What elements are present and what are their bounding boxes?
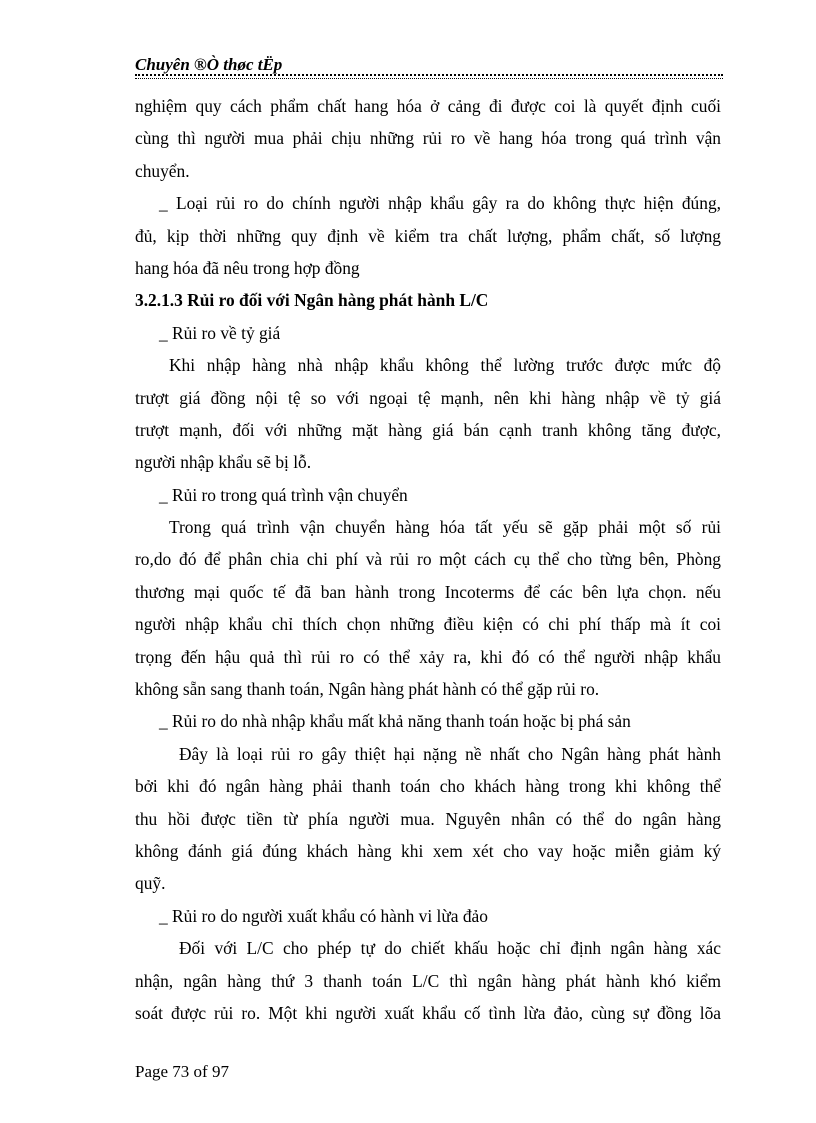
header-rule-secondary — [135, 78, 723, 79]
text-line: không sẵn sang thanh toán, Ngân hàng phát hành có thể gặp rủi ro. — [135, 679, 600, 700]
text-line: nghiệm quy cách phẩm chất hang hóa ở cảng đi được coi là quyết định cuối — [135, 96, 721, 116]
text-line: trượt mạnh, đối với những mặt hàng giá bán cạnh tranh không tăng được, — [135, 419, 721, 440]
text-line: _ Loại rủi ro do chính người nhập khẩu gây ra do không thực hiện đúng, — [159, 193, 721, 214]
text-line: Đây là loại rủi ro gây thiệt hại nặng nề nhất cho Ngân hàng phát hành — [179, 743, 721, 764]
text-line: trượt giá đồng nội tệ so với ngoại tệ mạnh, nên khi hàng nhập về tỷ giá — [135, 387, 721, 408]
text-line: thu hồi được tiền từ phía người mua. Nguyên nhân có thể do ngân hàng — [135, 808, 721, 829]
header-title: Chuyên ®Ò thøc tËp — [135, 55, 283, 74]
text-line: đủ, kịp thời những quy định về kiểm tra chất lượng, phẩm chất, số lượng — [135, 225, 721, 246]
page-number-footer: Page 73 of 97 — [135, 1062, 229, 1081]
subheading: _ Rủi ro do nhà nhập khẩu mất khả năng thanh toán hoặc bị phá sản — [159, 711, 631, 732]
text-line: người nhập khẩu sẽ bị lỗ. — [135, 452, 312, 473]
text-line: soát được rủi ro. Một khi người xuất khẩu cố tình lừa đảo, cùng sự đồng lõa — [135, 1002, 721, 1023]
text-line: người nhập khẩu chỉ thích chọn những điều kiện có chi phí thấp mà ít coi — [135, 614, 721, 635]
subheading: _ Rủi ro do người xuất khẩu có hành vi lừa đảo — [159, 905, 488, 926]
header-rule — [135, 74, 723, 76]
running-header — [135, 53, 723, 79]
text-line: Trong quá trình vận chuyển hàng hóa tất yếu sẽ gặp phải một số rủi — [169, 517, 721, 538]
text-line: ro,do đó để phân chia chi phí và rủi ro một cách cụ thể cho từng bên, Phòng — [135, 549, 721, 570]
text-line: hang hóa đã nêu trong hợp đồng — [135, 257, 360, 278]
text-line: thương mại quốc tế đã ban hành trong Incoterms để các bên lựa chọn. nếu — [135, 581, 721, 602]
text-line: Đối với L/C cho phép tự do chiết khấu hoặc chỉ định ngân hàng xác — [179, 938, 721, 959]
text-line: nhận, ngân hàng thứ 3 thanh toán L/C thì ngân hàng phát hành khó kiểm — [135, 970, 721, 991]
text-line: Khi nhập hàng nhà nhập khẩu không thể lường trước được mức độ — [169, 355, 721, 376]
text-line: không đánh giá đúng khách hàng khi xem xét cho vay hoặc miễn giảm ký — [135, 840, 721, 861]
text-line: trọng đến hậu quả thì rủi ro có thể xảy ra, khi đó có thể người nhập khẩu — [135, 646, 721, 667]
text-line: chuyển. — [135, 160, 190, 181]
text-line: cùng thì người mua phải chịu những rủi ro về hang hóa trong quá trình vận — [135, 128, 721, 149]
text-line: bởi khi đó ngân hàng phải thanh toán cho khách hàng trong khi không thể — [135, 776, 721, 797]
document-body — [135, 90, 721, 1029]
subheading: _ Rủi ro về tỷ giá — [159, 322, 281, 343]
subheading: _ Rủi ro trong quá trình vận chuyển — [159, 484, 408, 505]
text-line: quỹ. — [135, 873, 166, 894]
section-heading: 3.2.1.3 Rủi ro đối với Ngân hàng phát hành L/C — [135, 290, 489, 311]
